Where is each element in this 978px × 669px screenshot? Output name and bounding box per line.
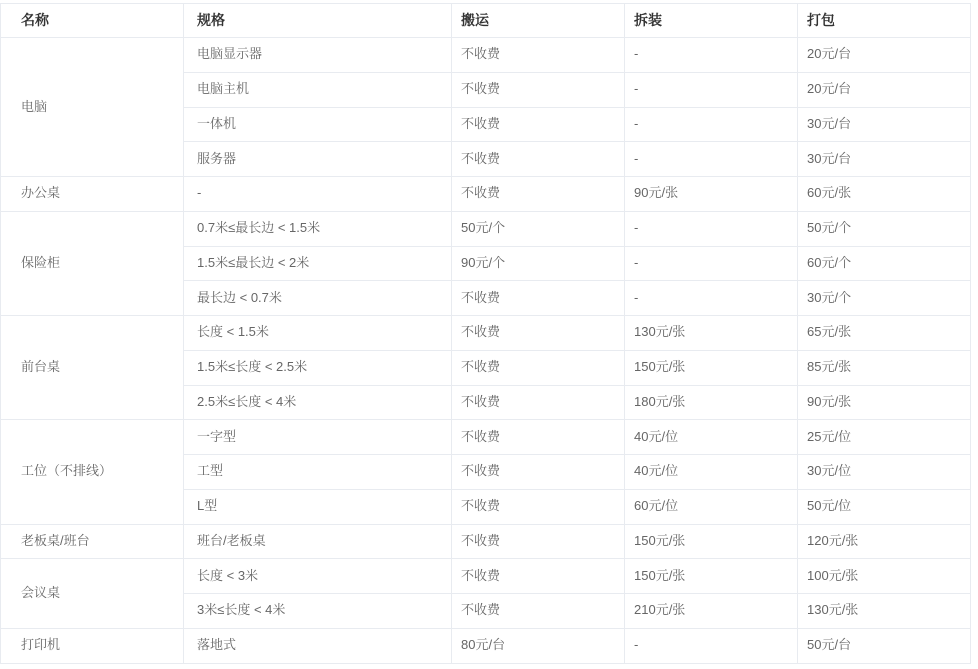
table-row	[1, 316, 971, 351]
disassembly-fee-cell: 40元/位	[625, 420, 798, 455]
packing-fee-cell: 30元/台	[798, 107, 971, 142]
table-row	[1, 38, 971, 73]
category-cell: 电脑	[1, 38, 184, 177]
disassembly-fee-cell: -	[625, 142, 798, 177]
packing-fee-cell: 100元/张	[798, 559, 971, 594]
packing-fee-cell: 60元/个	[798, 246, 971, 281]
moving-fee-cell: 不收费	[452, 594, 625, 629]
category-cell: 老板桌/班台	[1, 524, 184, 559]
packing-fee-cell: 20元/台	[798, 38, 971, 73]
category-cell: 保险柜	[1, 211, 184, 315]
table-row	[1, 524, 971, 559]
moving-fee-cell: 不收费	[452, 524, 625, 559]
disassembly-fee-cell: 150元/张	[625, 350, 798, 385]
spec-cell: 长度 < 3米	[184, 559, 452, 594]
disassembly-fee-cell: 130元/张	[625, 316, 798, 351]
packing-fee-cell: 30元/位	[798, 455, 971, 490]
packing-fee-cell: 25元/位	[798, 420, 971, 455]
moving-fee-cell: 不收费	[452, 455, 625, 490]
disassembly-fee-cell: 90元/张	[625, 177, 798, 212]
spec-cell: 服务器	[184, 142, 452, 177]
disassembly-fee-cell: 40元/位	[625, 455, 798, 490]
table-row	[1, 559, 971, 594]
moving-fee-cell: 90元/个	[452, 246, 625, 281]
category-cell: 会议桌	[1, 559, 184, 629]
column-header-disassembly: 拆装	[625, 4, 798, 38]
disassembly-fee-cell: 60元/位	[625, 489, 798, 524]
disassembly-fee-cell: -	[625, 281, 798, 316]
packing-fee-cell: 130元/张	[798, 594, 971, 629]
spec-cell: 电脑主机	[184, 72, 452, 107]
spec-cell: 落地式	[184, 628, 452, 663]
category-cell: 打印机	[1, 628, 184, 663]
moving-fee-cell: 不收费	[452, 107, 625, 142]
spec-cell: 1.5米≤最长边 < 2米	[184, 246, 452, 281]
category-cell: 前台桌	[1, 316, 184, 420]
packing-fee-cell: 50元/台	[798, 628, 971, 663]
table-row	[1, 420, 971, 455]
column-header-moving: 搬运	[452, 4, 625, 38]
disassembly-fee-cell: -	[625, 211, 798, 246]
spec-cell: 2.5米≤长度 < 4米	[184, 385, 452, 420]
packing-fee-cell: 50元/个	[798, 211, 971, 246]
packing-fee-cell: 20元/台	[798, 72, 971, 107]
disassembly-fee-cell: -	[625, 107, 798, 142]
moving-fee-cell: 不收费	[452, 281, 625, 316]
packing-fee-cell: 60元/张	[798, 177, 971, 212]
spec-cell: 长度 < 1.5米	[184, 316, 452, 351]
packing-fee-cell: 50元/位	[798, 489, 971, 524]
moving-fee-cell: 80元/台	[452, 628, 625, 663]
moving-fee-cell: 不收费	[452, 350, 625, 385]
disassembly-fee-cell: 150元/张	[625, 559, 798, 594]
disassembly-fee-cell: 180元/张	[625, 385, 798, 420]
moving-fee-cell: 不收费	[452, 420, 625, 455]
header-row	[1, 4, 971, 38]
column-header-packing: 打包	[798, 4, 971, 38]
packing-fee-cell: 30元/台	[798, 142, 971, 177]
disassembly-fee-cell: -	[625, 246, 798, 281]
moving-fee-cell: 不收费	[452, 142, 625, 177]
category-cell: 办公桌	[1, 177, 184, 212]
packing-fee-cell: 120元/张	[798, 524, 971, 559]
spec-cell: 0.7米≤最长边 < 1.5米	[184, 211, 452, 246]
packing-fee-cell: 65元/张	[798, 316, 971, 351]
disassembly-fee-cell: -	[625, 72, 798, 107]
table-row	[1, 177, 971, 212]
moving-fee-cell: 不收费	[452, 385, 625, 420]
spec-cell: 最长边 < 0.7米	[184, 281, 452, 316]
moving-fee-cell: 不收费	[452, 489, 625, 524]
spec-cell: 1.5米≤长度 < 2.5米	[184, 350, 452, 385]
column-header-name: 名称	[1, 4, 184, 38]
table-row	[1, 628, 971, 663]
spec-cell: 工型	[184, 455, 452, 490]
packing-fee-cell: 90元/张	[798, 385, 971, 420]
moving-fee-cell: 50元/个	[452, 211, 625, 246]
spec-cell: -	[184, 177, 452, 212]
moving-fee-cell: 不收费	[452, 72, 625, 107]
disassembly-fee-cell: 210元/张	[625, 594, 798, 629]
spec-cell: 3米≤长度 < 4米	[184, 594, 452, 629]
spec-cell: 一体机	[184, 107, 452, 142]
spec-cell: 班台/老板桌	[184, 524, 452, 559]
pricing-table	[0, 3, 971, 664]
moving-fee-cell: 不收费	[452, 316, 625, 351]
moving-fee-cell: 不收费	[452, 559, 625, 594]
table-row	[1, 211, 971, 246]
table-header	[1, 4, 971, 38]
spec-cell: 一字型	[184, 420, 452, 455]
packing-fee-cell: 30元/个	[798, 281, 971, 316]
table-body	[1, 38, 971, 664]
moving-fee-cell: 不收费	[452, 177, 625, 212]
spec-cell: 电脑显示器	[184, 38, 452, 73]
disassembly-fee-cell: -	[625, 628, 798, 663]
column-header-spec: 规格	[184, 4, 452, 38]
disassembly-fee-cell: 150元/张	[625, 524, 798, 559]
category-cell: 工位（不排线）	[1, 420, 184, 524]
moving-fee-cell: 不收费	[452, 38, 625, 73]
packing-fee-cell: 85元/张	[798, 350, 971, 385]
disassembly-fee-cell: -	[625, 38, 798, 73]
spec-cell: L型	[184, 489, 452, 524]
